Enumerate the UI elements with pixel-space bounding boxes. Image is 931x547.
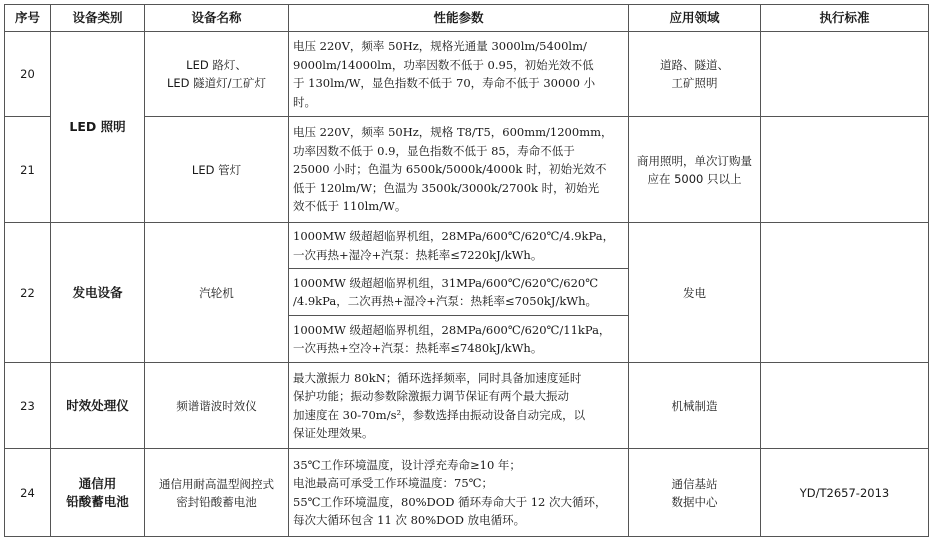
application-cell — [629, 117, 761, 223]
perf-line: 于 130lm/W，显色指数不低于 70，寿命不低于 30000 小 — [293, 76, 596, 90]
header-application: 应用领域 — [629, 5, 761, 32]
perf-line: 保护功能；振动参数除激振力调节保证有两个最大振动 — [293, 389, 569, 403]
name-cell — [145, 223, 289, 363]
perf-line: /4.9kPa，二次再热+湿冷+汽泵：热耗率≤7050kJ/kWh。 — [293, 294, 598, 308]
name-cell — [145, 117, 289, 223]
name-line: LED 路灯、 — [186, 58, 247, 72]
perf-line: 35℃工作环境温度，设计浮充寿命≥10 年； — [293, 457, 521, 472]
performance-cell — [289, 32, 629, 117]
seq-cell: 24 — [5, 449, 51, 537]
standard-cell — [761, 363, 929, 449]
perf-line: 保证处理效果。 — [293, 426, 374, 440]
header-seq: 序号 — [5, 5, 51, 32]
perf-line: 低于 120lm/W；色温为 3500k/3000k/2700k 时，初始光 — [293, 180, 600, 195]
application-cell — [629, 223, 761, 363]
table-row-22 — [5, 223, 929, 269]
category-line: 通信用 — [78, 475, 117, 491]
table-row-23 — [5, 363, 929, 449]
standard-cell: YD/T2657-2013 — [761, 449, 929, 537]
app-line: 机械制造 — [671, 398, 718, 413]
seq-cell: 23 — [5, 363, 51, 449]
app-line: 数据中心 — [671, 494, 718, 509]
perf-line: 9000lm/14000lm，功率因数不低于 0.95，初始光效不低 — [293, 57, 594, 72]
perf-line: 一次再热+湿冷+汽泵：热耗率≤7220kJ/kWh。 — [293, 247, 543, 262]
perf-line: 25000 小时；色温为 6500k/5000k/4000k 时，初始光效不 — [293, 162, 607, 177]
category-cell-led: LED 照明 — [51, 32, 145, 223]
perf-line: 每次大循环包含 11 次 80%DOD 放电循环。 — [293, 513, 526, 527]
app-line: 发电 — [683, 285, 706, 300]
performance-cell — [289, 449, 629, 537]
performance-cell — [289, 117, 629, 223]
header-row — [5, 5, 929, 32]
seq-cell: 20 — [5, 32, 51, 117]
perf-line: 1000MW 级超超临界机组，28MPa/600℃/620℃/11kPa， — [293, 322, 611, 337]
standard-cell — [761, 223, 929, 363]
app-line: 工矿照明 — [671, 76, 718, 90]
seq-cell: 22 — [5, 223, 51, 363]
seq-cell: 21 — [5, 117, 51, 223]
name-cell — [145, 363, 289, 449]
performance-cell-b — [289, 269, 629, 316]
perf-line: 电压 220V，频率 50Hz，规格光通量 3000lm/5400lm/ — [293, 39, 587, 53]
perf-line: 电池最高可承受工作环境温度：75℃； — [293, 476, 493, 490]
standard-cell — [761, 117, 929, 223]
category-cell — [51, 449, 145, 537]
header-standard: 执行标准 — [761, 5, 929, 32]
perf-line: 最大激振力 80kN；循环选择频率，同时具备加速度延时 — [293, 370, 582, 385]
name-cell — [145, 32, 289, 117]
category-cell: 发电设备 — [51, 223, 145, 363]
name-cell — [145, 449, 289, 537]
perf-line: 1000MW 级超超临界机组，31MPa/600℃/620℃/620℃ — [293, 275, 599, 290]
name-line: LED 隧道灯/工矿灯 — [166, 76, 267, 90]
perf-line: 效不低于 110lm/W。 — [293, 199, 407, 214]
app-line: 通信基站 — [671, 476, 718, 491]
application-cell — [629, 363, 761, 449]
name-line: 密封铅酸蓄电池 — [176, 494, 257, 509]
category-cell: 时效处理仪 — [51, 363, 145, 449]
application-cell — [629, 449, 761, 537]
performance-cell-a — [289, 223, 629, 269]
standard-cell — [761, 32, 929, 117]
name-line: 通信用耐高温型阀控式 — [159, 476, 274, 491]
performance-cell — [289, 363, 629, 449]
perf-line: 电压 220V，频率 50Hz，规格 T8/T5，600mm/1200mm， — [293, 125, 613, 140]
performance-cell-c — [289, 316, 629, 363]
perf-line: 时。 — [293, 94, 316, 109]
application-cell — [629, 32, 761, 117]
app-line: 道路、隧道、 — [660, 58, 729, 72]
perf-line: 一次再热+空冷+汽泵：热耗率≤7480kJ/kWh。 — [293, 341, 543, 355]
category-line: 铅酸蓄电池 — [66, 493, 129, 509]
perf-line: 功率因数不低于 0.9，显色指数不低于 85，寿命不低于 — [293, 143, 575, 158]
equipment-table — [4, 4, 929, 537]
name-line: LED 管灯 — [191, 162, 242, 177]
perf-line: 55℃工作环境温度，80%DOD 循环寿命大于 12 次大循环， — [293, 494, 607, 509]
perf-line: 加速度在 30-70m/s²，参数选择由振动设备自动完成，以 — [293, 407, 586, 422]
name-line: 汽轮机 — [199, 285, 234, 300]
table-row-24 — [5, 449, 929, 537]
table-row-20 — [5, 32, 929, 117]
name-line: 频谱谐波时效仪 — [176, 398, 257, 413]
header-name: 设备名称 — [145, 5, 289, 32]
app-line: 商用照明，单次订购量 — [637, 153, 752, 168]
perf-line: 1000MW 级超超临界机组，28MPa/600℃/620℃/4.9kPa， — [293, 229, 615, 243]
header-category: 设备类别 — [51, 5, 145, 32]
header-performance: 性能参数 — [289, 5, 629, 32]
app-line: 应在 5000 只以上 — [647, 171, 742, 186]
